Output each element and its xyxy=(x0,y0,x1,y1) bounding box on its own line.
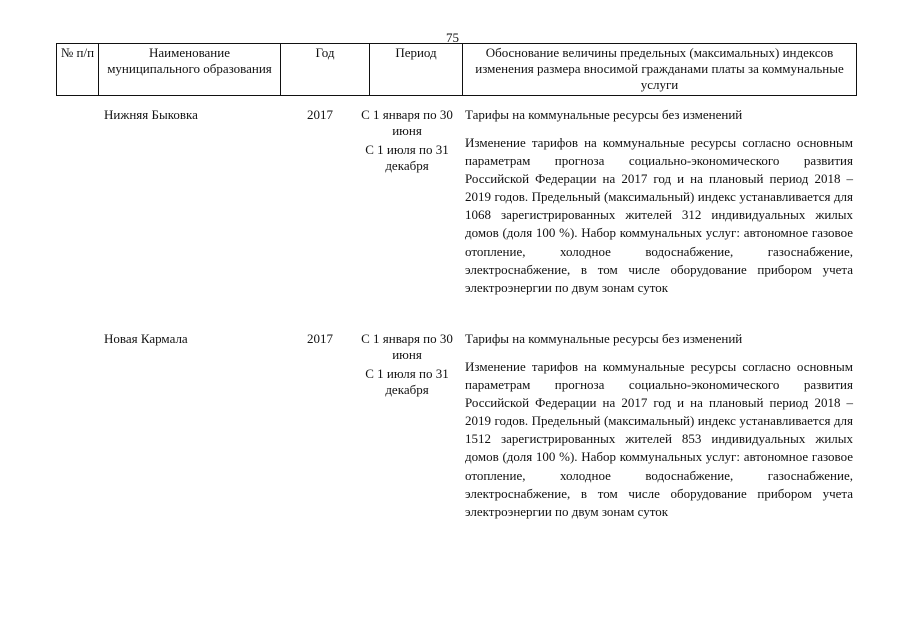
row-1-basis xyxy=(465,107,853,297)
row-1-year: 2017 xyxy=(307,107,333,122)
row-1-period xyxy=(361,107,453,174)
row-2-basis-unchanged: Тарифы на коммунальные ресурсы без изменений xyxy=(465,331,743,346)
header-num: № п/п xyxy=(57,44,99,96)
header-year: Год xyxy=(281,44,370,96)
row-1-basis-details: Изменение тарифов на коммунальные ресурсы согласно основным параметрам прогноза социально-экономического развития Российской Федерации на 2017 год и на плановый период 2018 – 2019 годов. Предельный (максимальный) индекс устанавливается для 1068 зарегистрированных жителей 312 индивидуальных жилых домов (доля 100 %). Набор коммунальных услуг: автономное газовое отопление, холодное водоснабжение, газоснабжение, электроснабжение, в том числе оборудование прибором учета электроэнергии по двум зонам суток xyxy=(465,135,853,295)
row-1-basis-unchanged: Тарифы на коммунальные ресурсы без изменений xyxy=(465,107,743,122)
row-2-period-second-half: С 1 июля по 31 декабря xyxy=(365,366,449,397)
row-2-period xyxy=(361,331,453,398)
row-2-municipality: Новая Кармала xyxy=(104,331,188,346)
row-1-period-first-half: С 1 января по 30 июня xyxy=(361,107,453,138)
row-2-basis-details: Изменение тарифов на коммунальные ресурсы согласно основным параметрам прогноза социально-экономического развития Российской Федерации на 2017 год и на плановый период 2018 – 2019 годов. Предельный (максимальный) индекс устанавливается для 1512 зарегистрированных жителей 853 индивидуальных жилых домов (доля 100 %). Набор коммунальных услуг: автономное газовое отопление, холодное водоснабжение, газоснабжение, электроснабжение, в том числе оборудование прибором учета электроэнергии по двум зонам суток xyxy=(465,359,853,519)
header-municipality: Наименование муниципального образования xyxy=(99,44,281,96)
row-2-basis xyxy=(465,331,853,521)
header-basis: Обоснование величины предельных (максимальных) индексов изменения размера вносимой гражданами платы за коммунальные услуги xyxy=(463,44,857,96)
header-period: Период xyxy=(370,44,463,96)
page-number: 75 xyxy=(446,30,459,45)
row-1-period-second-half: С 1 июля по 31 декабря xyxy=(365,142,449,173)
row-2-period-first-half: С 1 января по 30 июня xyxy=(361,331,453,362)
tariff-table-header xyxy=(56,43,857,96)
row-2-year: 2017 xyxy=(307,331,333,346)
row-1-municipality: Нижняя Быковка xyxy=(104,107,198,122)
